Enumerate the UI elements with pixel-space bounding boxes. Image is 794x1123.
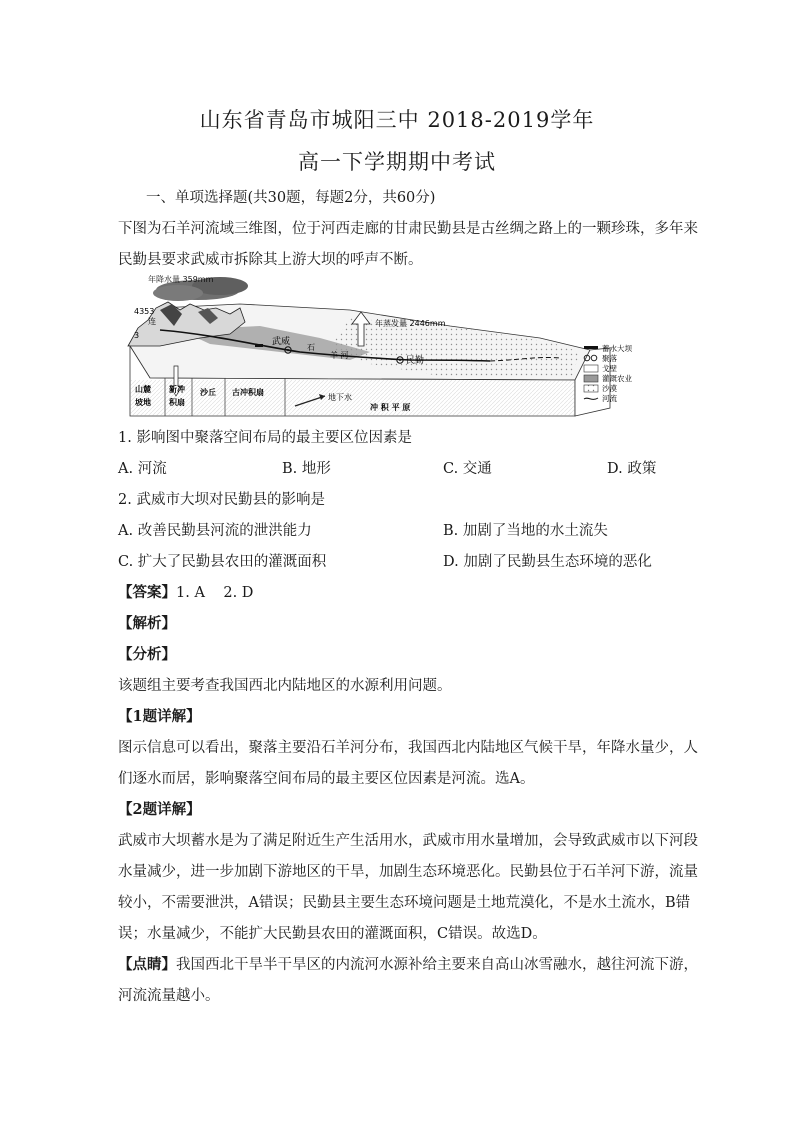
elev-label2: 3 <box>134 331 140 340</box>
fan2-label-b: 积扇 <box>169 398 185 407</box>
plain-label: 冲 积 平 原 <box>370 403 411 412</box>
q1-option-b: B. 地形 <box>282 461 331 477</box>
answer-value: 1. A 2. D <box>176 585 254 601</box>
irrigation-icon <box>584 375 598 382</box>
detail2-label: 【2题详解】 <box>118 801 201 818</box>
city-wuwei-label: 武威 <box>272 337 291 347</box>
dianjing-row <box>118 953 698 974</box>
detail2-line2: 水量减少，进一步加剧下游地区的干旱，加剧生态环境恶化。民勤县位于石羊河下游，流量 <box>118 864 698 880</box>
q1-option-c: C. 交通 <box>443 461 492 477</box>
intro-line2: 民勤县要求武威市拆除其上游大坝的呼声不断。 <box>118 252 423 268</box>
river-char-label: 石 <box>307 343 315 352</box>
gobi-icon <box>584 365 598 372</box>
q2-option-a: A. 改善民勤县河流的泄洪能力 <box>118 523 312 539</box>
svg-text:聚落: 聚落 <box>602 354 617 363</box>
fan2-label-a: 新冲 <box>169 385 185 394</box>
dune-label: 沙丘 <box>200 388 216 397</box>
dam-icon <box>584 346 598 349</box>
q2-stem: 2. 武威市大坝对民勤县的影响是 <box>118 492 325 508</box>
q1-option-a: A. 河流 <box>118 461 167 477</box>
svg-text:灌溉农业: 灌溉农业 <box>602 374 632 383</box>
answer-row <box>118 581 253 602</box>
evap-label: 年蒸发量 2446mm <box>375 319 446 328</box>
dianjing-line1: 我国西北干旱半干旱区的内流河水源补给主要来自高山冰雪融水，越往河流下游， <box>176 957 698 973</box>
detail2-line1: 武威市大坝蓄水是为了满足附近生产生活用水，武威市用水量增加，会导致武威市以下河段 <box>118 833 698 849</box>
q1-option-d: D. 政策 <box>607 461 657 477</box>
dam-icon <box>255 344 263 347</box>
city-minqin-label: 民勤 <box>406 356 425 366</box>
detail1-label: 【1题详解】 <box>118 708 201 725</box>
fenxi-text: 该题组主要考查我国西北内陆地区的水源利用问题。 <box>118 678 452 694</box>
fenxi-label: 【分析】 <box>118 646 176 663</box>
svg-text:蓄水大坝: 蓄水大坝 <box>602 344 632 353</box>
groundwater-label: 地下水 <box>328 393 352 402</box>
svg-text:河流: 河流 <box>602 394 617 403</box>
river-label: 羊 河 <box>330 351 349 360</box>
svg-text:沙漠: 沙漠 <box>602 384 617 393</box>
q2-option-d: D. 加剧了民勤县生态环境的恶化 <box>443 554 652 570</box>
precip-label: 年降水量 359mm <box>148 275 214 284</box>
fan3-label: 古冲积扇 <box>232 388 264 397</box>
dianjing-line2: 河流流量越小。 <box>118 988 220 1004</box>
doc-title-line2: 高一下学期期中考试 <box>298 150 496 174</box>
q2-option-c: C. 扩大了民勤县农田的灌溉面积 <box>118 554 327 570</box>
desert-icon <box>584 385 598 392</box>
dianjing-label: 【点睛】 <box>118 956 176 973</box>
q2-option-b: B. 加剧了当地的水土流失 <box>443 523 608 539</box>
detail1-line2: 们逐水而居，影响聚落空间布局的最主要区位因素是河流。选A。 <box>118 771 535 787</box>
answer-label: 【答案】 <box>118 584 176 601</box>
jiexi-label: 【解析】 <box>118 615 176 632</box>
q1-stem: 1. 影响图中聚落空间布局的最主要区位因素是 <box>118 430 412 446</box>
fan1-label-b: 坡地 <box>135 398 151 407</box>
detail2-line3: 较小，不需要泄洪，A错误；民勤县主要生态环境问题是土地荒漠化，不是水土流水，B错 <box>118 895 691 911</box>
fan1-label-a: 山麓 <box>135 385 151 394</box>
river-basin-figure <box>120 268 680 420</box>
elev-label: 4353 <box>134 307 155 316</box>
svg-text:戈壁: 戈壁 <box>602 364 617 373</box>
section-heading: 一、单项选择题(共30题，每题2分，共60分) <box>146 190 436 206</box>
mountain-char-label: 连 <box>148 317 156 326</box>
doc-title-line1: 山东省青岛市城阳三中 2018-2019学年 <box>199 108 595 132</box>
detail1-line1: 图示信息可以看出，聚落主要沿石羊河分布，我国西北内陆地区气候干旱，年降水量少，人 <box>118 740 698 756</box>
detail2-line4: 误；水量减少，不能扩大民勤县农田的灌溉面积，C错误。故选D。 <box>118 926 547 942</box>
intro-line1: 下图为石羊河流域三维图，位于河西走廊的甘肃民勤县是古丝绸之路上的一颗珍珠，多年来 <box>118 221 698 237</box>
